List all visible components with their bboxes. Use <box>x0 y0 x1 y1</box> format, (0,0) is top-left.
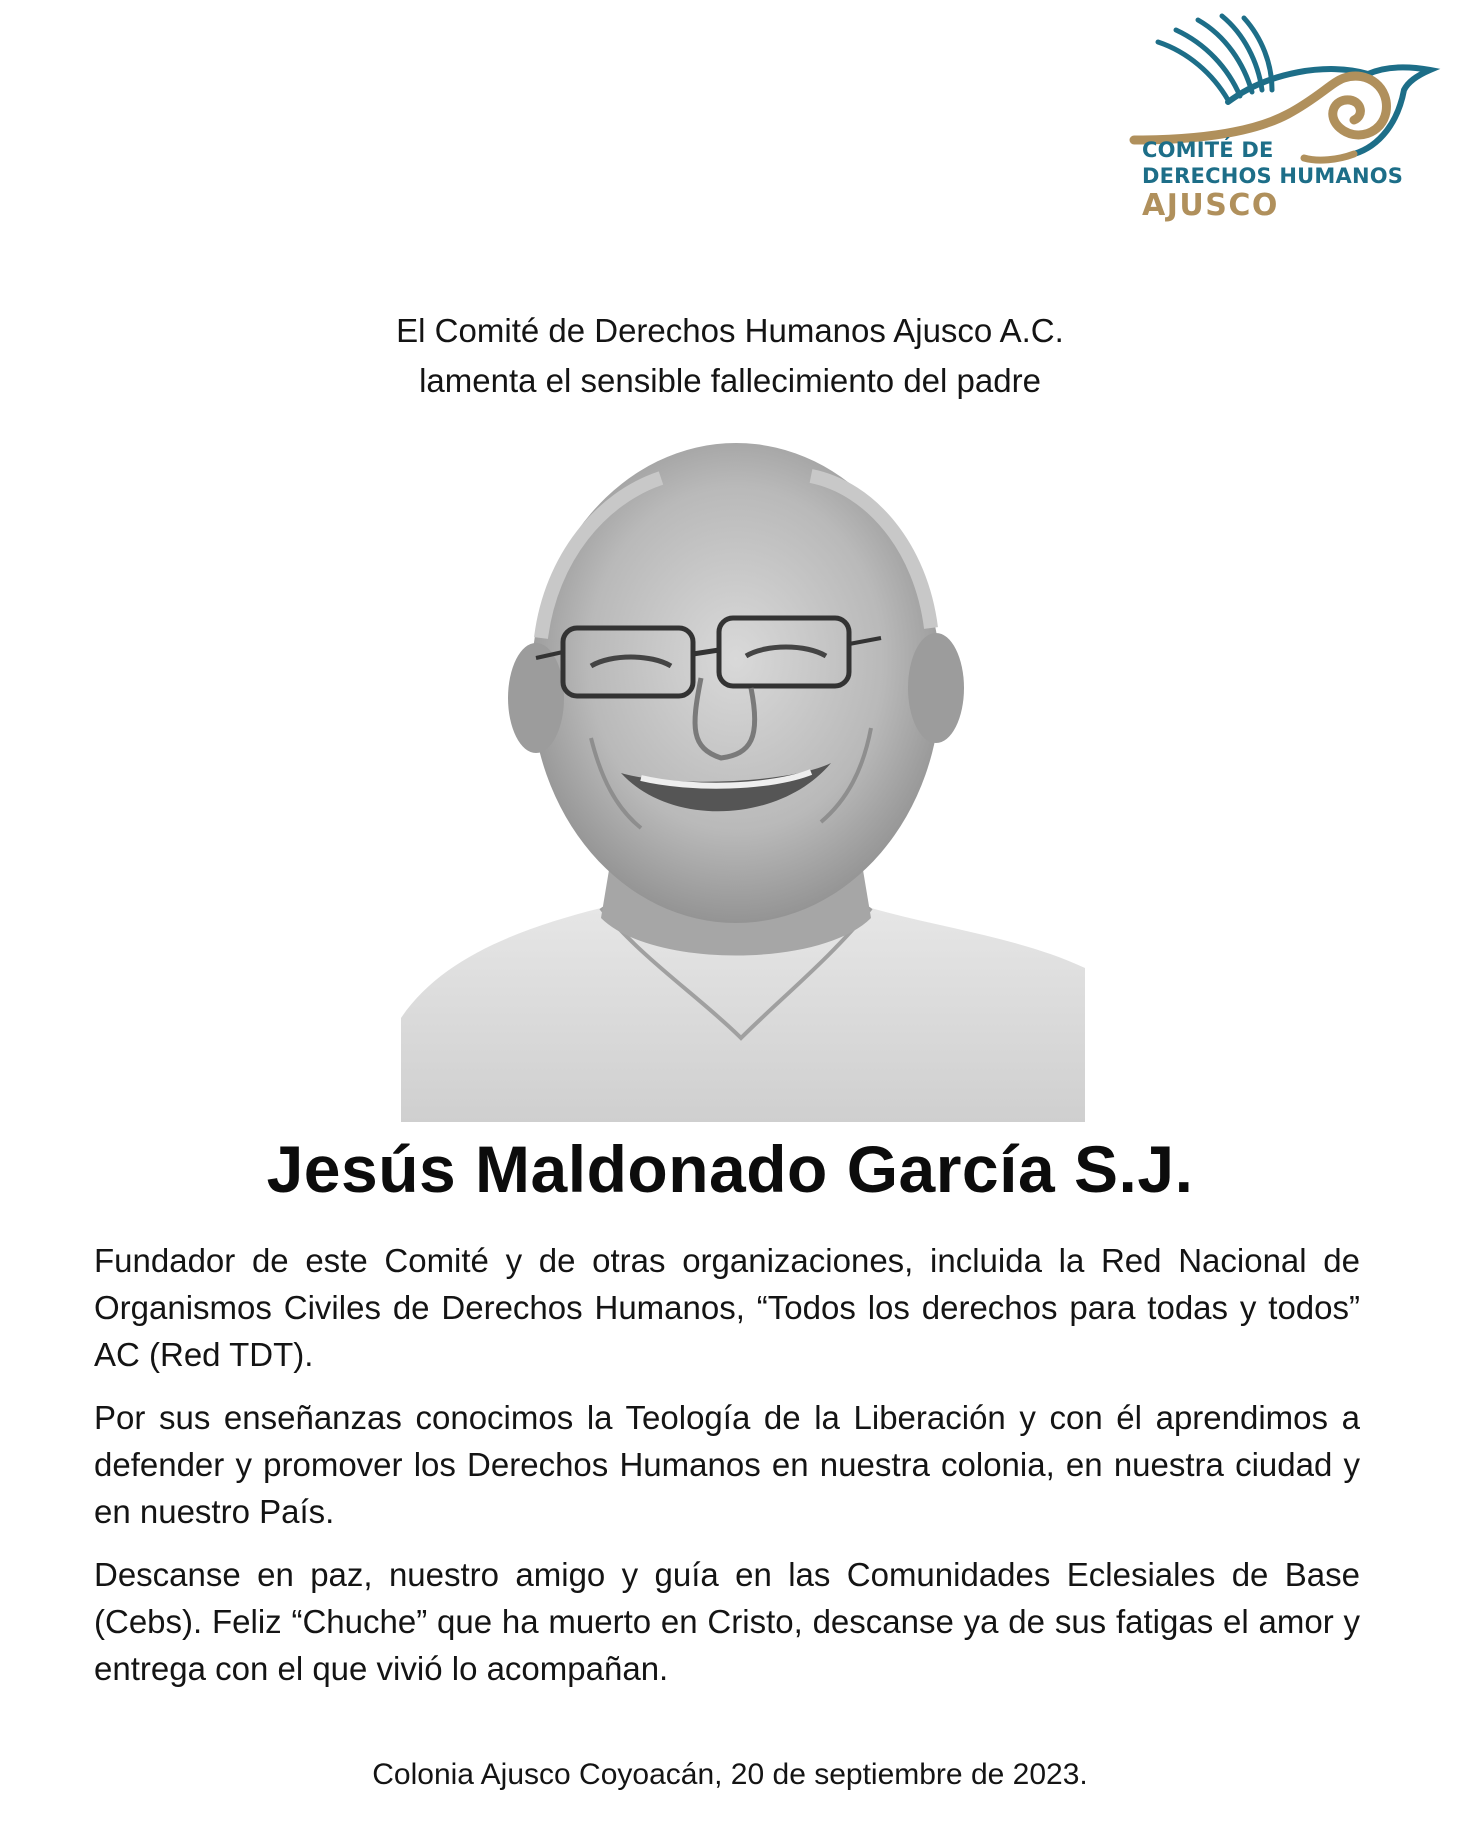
intro-line-1: El Comité de Derechos Humanos Ajusco A.C. <box>396 312 1064 349</box>
obituary-body <box>94 1237 1360 1708</box>
logo-text-line1: COMITÉ DE <box>1142 138 1274 162</box>
place-date-footer: Colonia Ajusco Coyoacán, 20 de septiembre de 2023. <box>372 1758 1088 1791</box>
intro-line-2: lamenta el sensible fallecimiento del padre <box>419 362 1041 399</box>
logo-text-line2: DERECHOS HUMANOS <box>1142 164 1404 188</box>
paragraph-1: Fundador de este Comité y de otras organizaciones, incluida la Red Nacional de Organismos Civiles de Derechos Humanos, “Todos los derechos para todas y todos” AC (Red TDT). <box>94 1242 1360 1373</box>
portrait-photo <box>401 438 1085 1122</box>
paragraph-2: Por sus enseñanzas conocimos la Teología de la Liberación y con él aprendimos a defender y promover los Derechos Humanos en nuestra colonia, en nuestra ciudad y en nuestro País. <box>94 1399 1360 1530</box>
logo-text-line3: AJUSCO <box>1142 188 1279 223</box>
intro-text <box>0 306 1460 406</box>
deceased-name: Jesús Maldonado García S.J. <box>266 1132 1194 1206</box>
organization-logo <box>1118 12 1454 234</box>
paragraph-3: Descanse en paz, nuestro amigo y guía en las Comunidades Eclesiales de Base (Cebs). Feliz “Chuche” que ha muerto en Cristo, descanse ya de sus fatigas el amor y entrega con el que vivió lo acompañan. <box>94 1556 1360 1687</box>
